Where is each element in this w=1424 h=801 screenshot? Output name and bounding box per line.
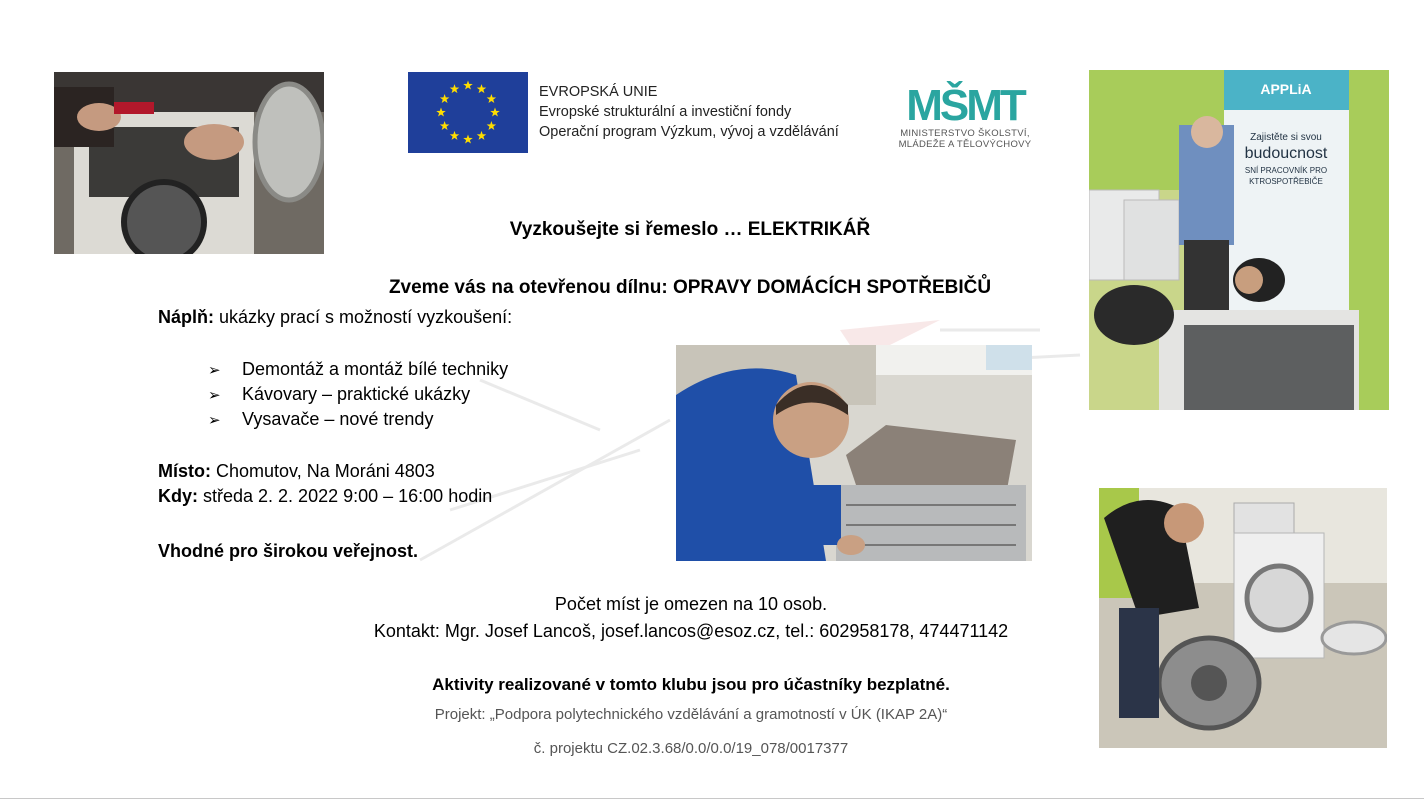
project-number: č. projektu CZ.02.3.68/0.0/0.0/19_078/0017377 [533,740,849,757]
project-name: Projekt: „Podpora polytechnického vzdělávání a gramotností v ÚK (IKAP 2A)“ [434,706,948,723]
free-activities-note: Aktivity realizované v tomto klubu jsou pro účastníky bezplatné. [432,675,950,694]
arrow-bullet-icon: ➢ [208,362,221,379]
list-item [208,407,508,432]
list-item-text: Vysavače – nové trendy [242,409,434,429]
list-item-text: Demontáž a montáž bílé techniky [242,359,509,379]
headline-elektrikar: Vyzkoušejte si řemeslo … ELEKTRIKÁŘ [509,219,871,240]
list-item [208,357,508,382]
bottom-divider [0,798,1424,799]
audience-note: Vhodné pro širokou veřejnost. [158,541,419,561]
kdy-text: středa 2. 2. 2022 9:00 – 16:00 hodin [198,486,493,506]
poster-line1: Zajistěte si svou [1250,132,1322,143]
msmt-caption-line1: MINISTERSTVO ŠKOLSTVÍ, [900,128,1030,139]
arrow-bullet-icon: ➢ [208,387,221,404]
photo-drum-repair [1099,488,1387,748]
list-item-text: Kávovary – praktické ukázky [242,384,471,404]
eu-title: EVROPSKÁ UNIE [539,84,658,100]
misto-text: Chomutov, Na Moráni 4803 [211,461,435,481]
misto-label: Místo: [158,461,211,481]
napln-label: Náplň: [158,307,214,327]
misto-line [158,461,435,482]
activity-list [208,357,508,432]
photo-washing-machine-repair [54,72,324,254]
poster-line2: budoucnost [1244,145,1328,162]
napln-line [158,307,512,328]
arrow-bullet-icon: ➢ [208,412,221,429]
contact-line: Kontakt: Mgr. Josef Lancoš, josef.lancos@esoz.cz, tel.: 602958178, 474471142 [373,621,1009,641]
capacity-note: Počet míst je omezen na 10 osob. [554,594,828,614]
poster-brand: APPLiA [1260,81,1312,97]
poster-line3: SNÍ PRACOVNÍK PRO [1244,166,1328,175]
eu-funds: Evropské strukturální a investiční fondy [539,104,792,120]
kdy-line [158,486,492,507]
msmt-caption-line2: MLÁDEŽE A TĚLOVÝCHOVY [898,139,1032,150]
eu-text-block [539,82,839,142]
napln-text: ukázky prací s možností vyzkoušení: [214,307,513,327]
msmt-logo-text: MŠMT [906,81,1024,130]
eu-flag-logo [408,72,528,153]
poster-line4: KTROSPOTŘEBIČE [1249,177,1323,186]
photo-applia-workshop [1089,70,1389,410]
msmt-caption [884,128,1046,150]
eu-program: Operační program Výzkum, vývoj a vzdělávání [539,124,839,140]
list-item [208,382,508,407]
kdy-label: Kdy: [158,486,198,506]
headline-workshop: Zveme vás na otevřenou dílnu: OPRAVY DOMÁCÍCH SPOTŘEBIČŮ [388,277,992,298]
photo-dishwasher-repair [676,345,1032,561]
